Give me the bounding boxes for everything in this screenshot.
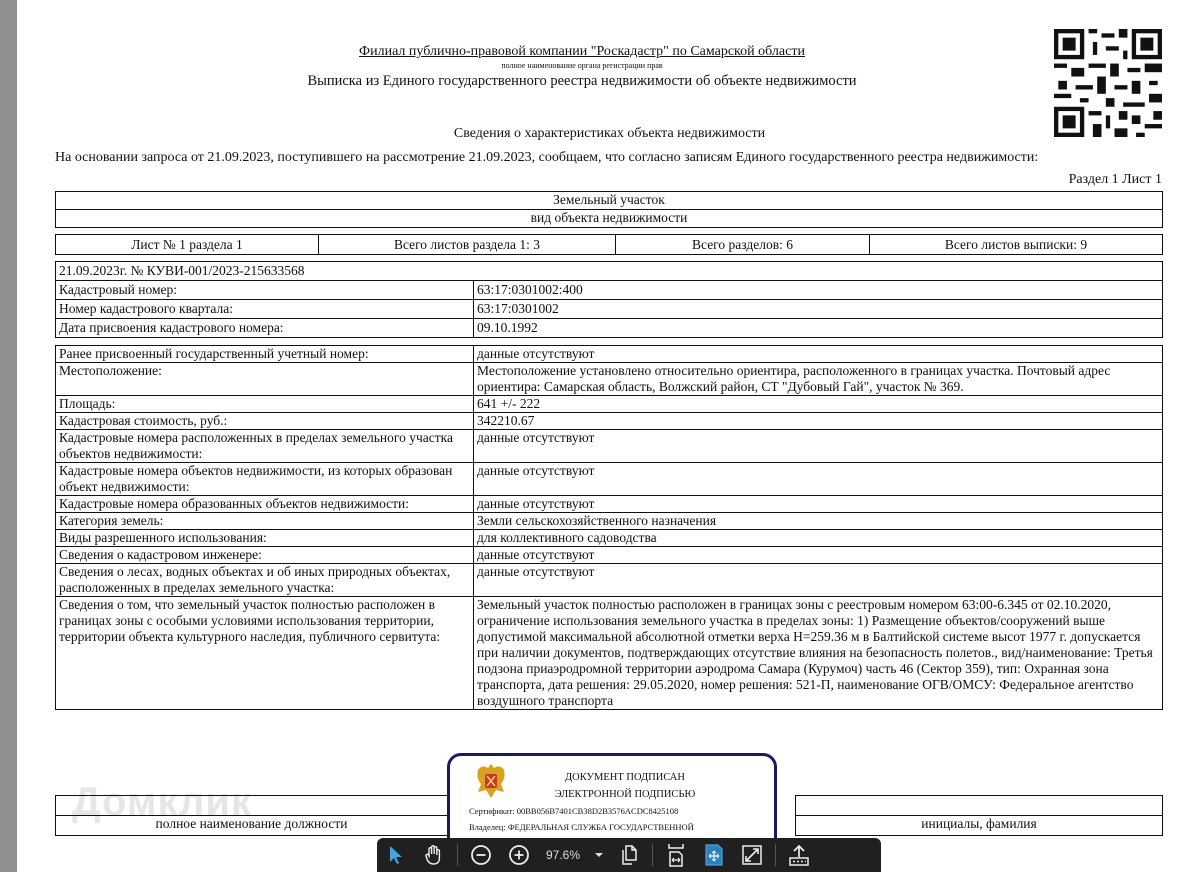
organization-name: Филиал публично-правовой компании "Роскадастр" по Самарской области: [359, 44, 805, 59]
table-row: [56, 564, 1163, 597]
detail-value: 641 +/- 222: [474, 396, 1163, 413]
zoom-in-button[interactable]: [500, 838, 538, 872]
record-label: Кадастровый номер:: [56, 281, 474, 300]
record-value: 09.10.1992: [474, 319, 1163, 338]
detail-value: данные отсутствуют: [474, 547, 1163, 564]
table-row: [56, 496, 1163, 513]
detail-value: 342210.67: [474, 413, 1163, 430]
record-table: [55, 261, 1163, 338]
detail-label: Виды разрешенного использования:: [56, 530, 474, 547]
object-kind-caption: вид объекта недвижимости: [56, 210, 1163, 228]
pdf-viewer-toolbar: [377, 838, 881, 872]
table-row: [56, 363, 1163, 396]
sheets-table: [55, 234, 1163, 255]
record-label: Дата присвоения кадастрового номера:: [56, 319, 474, 338]
detail-value: данные отсутствуют: [474, 496, 1163, 513]
stamp-certificate: Сертификат: 00BB056B7401CB38D2B3576ACDC8425108: [469, 806, 679, 816]
share-button[interactable]: [780, 838, 818, 872]
detail-label: Сведения о лесах, водных объектах и об иных природных объектах, расположенных в пределах земельного участка:: [56, 564, 474, 597]
detail-label: Кадастровые номера объектов недвижимости, из которых образован объект недвижимости:: [56, 463, 474, 496]
select-cursor-icon: [388, 845, 404, 865]
zoom-dropdown-icon: [594, 852, 604, 858]
record-value: 63:17:0301002:400: [474, 281, 1163, 300]
name-caption: инициалы, фамилия: [796, 816, 1163, 836]
table-row: [56, 413, 1163, 430]
page-copy-button[interactable]: [610, 838, 648, 872]
record-value: 63:17:0301002: [474, 300, 1163, 319]
detail-label: Площадь:: [56, 396, 474, 413]
sheet-reference: Раздел 1 Лист 1: [1068, 172, 1162, 187]
object-kind-table: [55, 191, 1163, 228]
hand-pan-icon: [424, 844, 444, 866]
record-id: 21.09.2023г. № КУВИ-001/2023-215633568: [56, 262, 1163, 281]
position-caption: полное наименование должности: [56, 816, 448, 836]
coat-of-arms-icon: [474, 762, 508, 802]
zoom-out-icon: [470, 844, 492, 866]
select-tool-button[interactable]: [377, 838, 415, 872]
qr-code: [1053, 29, 1163, 137]
object-kind-value: Земельный участок: [56, 192, 1163, 210]
position-blank: [56, 796, 448, 816]
fullscreen-button[interactable]: [733, 838, 771, 872]
detail-label: Кадастровые номера расположенных в пределах земельного участка объектов недвижимости:: [56, 430, 474, 463]
detail-label: Категория земель:: [56, 513, 474, 530]
share-upload-icon: [787, 843, 811, 867]
detail-label: Кадастровая стоимость, руб.:: [56, 413, 474, 430]
document-page: [17, 0, 1187, 872]
record-label: Номер кадастрового квартала:: [56, 300, 474, 319]
zoom-in-icon: [508, 844, 530, 866]
hand-tool-button[interactable]: [415, 838, 453, 872]
stamp-owner: Владелец: ФЕДЕРАЛЬНАЯ СЛУЖБА ГОСУДАРСТВЕННОЙ: [469, 822, 694, 832]
page-copy-icon: [619, 844, 639, 866]
table-row: [56, 547, 1163, 564]
stamp-line-1: ДОКУМЕНТ ПОДПИСАН: [565, 772, 685, 783]
sheet-number: Лист № 1 раздела 1: [56, 235, 319, 255]
table-row: [56, 530, 1163, 547]
section-sheets-total: Всего листов раздела 1: 3: [319, 235, 616, 255]
watermark: Домклик: [72, 780, 253, 824]
detail-value: для коллективного садоводства: [474, 530, 1163, 547]
detail-label: Сведения о том, что земельный участок полностью расположен в границах зоны с особыми условиями использования территории, территории объекта культурного наследия, публичного сервитута:: [56, 597, 474, 710]
extract-sheets-total: Всего листов выписки: 9: [870, 235, 1163, 255]
fit-width-button[interactable]: [657, 838, 695, 872]
detail-value: Местоположение установлено относительно ориентира, расположенного в границах участка. Почтовый адрес ориентира: Самарская область, Волжский район, СТ "Дубовый Гай", участок № 369.: [474, 363, 1163, 396]
name-blank: [796, 796, 1163, 816]
table-row: [56, 597, 1163, 710]
detail-value: данные отсутствуют: [474, 564, 1163, 597]
organization-caption: полное наименование органа регистрации прав: [501, 61, 663, 70]
zoom-dropdown-button[interactable]: [588, 852, 610, 858]
toolbar-separator: [457, 844, 458, 866]
detail-value: Земельный участок полностью расположен в границах зоны с реестровым номером 63:00-6.345 от 02.10.2020, ограничение использования земельного участка в пределах зоны: 1) Размещение объектов/сооружений выше допустимой максимальной абсолютной отметки верха H=259.36 м в Балтийской системе высот 1977 г. допускается при наличии документов, подтверждающих отсутствие влияния на безопасность полетов., вид/наименование: Третья подзона приаэродромной территории аэродрома Самара (Курумоч) часть 46 (Сектор 359), тип: Охранная зона транспорта, дата решения: 29.05.2020, номер решения: 521-П, наименование ОГВ/ОМСУ: Федеральное агентство воздушного транспорта: [474, 597, 1163, 710]
table-row: [56, 463, 1163, 496]
detail-value: Земли сельскохозяйственного назначения: [474, 513, 1163, 530]
detail-label: Ранее присвоенный государственный учетный номер:: [56, 346, 474, 363]
zoom-out-button[interactable]: [462, 838, 500, 872]
toolbar-separator: [775, 844, 776, 866]
fit-page-button[interactable]: [695, 838, 733, 872]
table-row: [56, 513, 1163, 530]
detail-label: Местоположение:: [56, 363, 474, 396]
detail-value: данные отсутствуют: [474, 463, 1163, 496]
fit-width-icon: [666, 843, 686, 867]
detail-value: данные отсутствуют: [474, 346, 1163, 363]
intro-text: На основании запроса от 21.09.2023, поступившего на рассмотрение 21.09.2023, сообщаем, что согласно записям Единого государственного реестра недвижимости:: [55, 150, 1039, 165]
detail-value: данные отсутствуют: [474, 430, 1163, 463]
table-row: [56, 346, 1163, 363]
zoom-level[interactable]: 97.6%: [545, 848, 581, 862]
details-table: [55, 345, 1163, 710]
detail-label: Сведения о кадастровом инженере:: [56, 547, 474, 564]
sections-total: Всего разделов: 6: [616, 235, 870, 255]
fullscreen-icon: [741, 844, 763, 866]
toolbar-separator: [652, 844, 653, 866]
document-title: Выписка из Единого государственного реестра недвижимости об объекте недвижимости: [307, 73, 857, 89]
fit-page-icon: [704, 843, 724, 867]
stamp-line-2: ЭЛЕКТРОННОЙ ПОДПИСЬЮ: [554, 789, 696, 800]
table-row: [56, 396, 1163, 413]
detail-label: Кадастровые номера образованных объектов недвижимости:: [56, 496, 474, 513]
viewer-side-strip: [0, 0, 17, 872]
section-subtitle: Сведения о характеристиках объекта недвижимости: [453, 126, 766, 141]
table-row: [56, 430, 1163, 463]
